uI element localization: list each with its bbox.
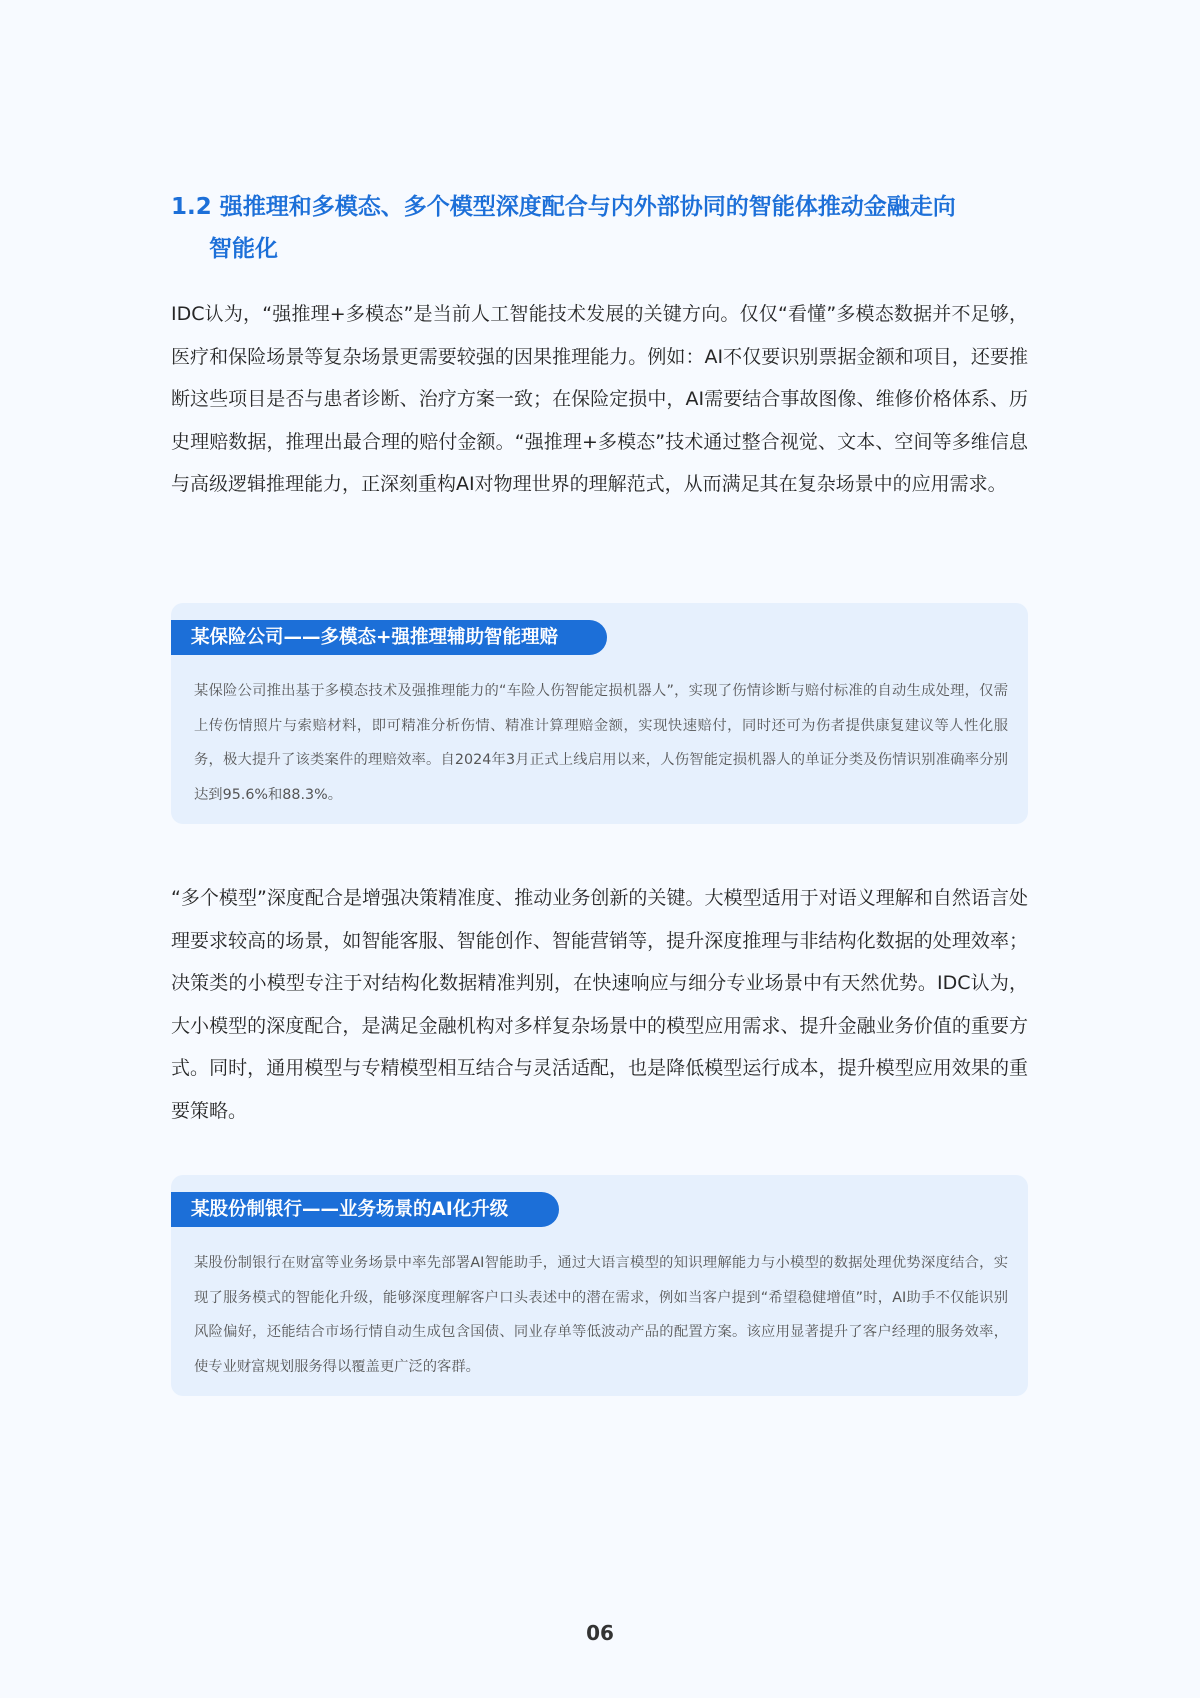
case-label-bank: 某股份制银行——业务场景的AI化升级	[171, 1192, 559, 1227]
section-number: 1.2	[171, 194, 212, 220]
case-box-insurance	[171, 603, 1028, 824]
section-heading	[171, 186, 1028, 270]
case-text-insurance: 某保险公司推出基于多模态技术及强推理能力的“车险人伤智能定损机器人”，实现了伤情诊断与赔付标准的自动生成处理，仅需上传伤情照片与索赔材料，即可精准分析伤情、精准计算理赔金额，实现快速赔付，同时还可为伤者提供康复建议等人性化服务，极大提升了该类案件的理赔效率。自2024年3月正式上线启用以来，人伤智能定损机器人的单证分类及伤情识别准确率分别达到95.6%和88.3%。	[194, 683, 1008, 803]
section-title-line-2: 智能化	[209, 236, 278, 262]
paragraph-multi-model: “多个模型”深度配合是增强决策精准度、推动业务创新的关键。大模型适用于对语义理解和自然语言处理要求较高的场景，如智能客服、智能创作、智能营销等，提升深度推理与非结构化数据的处理效率；决策类的小模型专注于对结构化数据精准判别，在快速响应与细分专业场景中有天然优势。IDC认为，大小模型的深度配合，是满足金融机构对多样复杂场景中的模型应用需求、提升金融业务价值的重要方式。同时，通用模型与专精模型相互结合与灵活适配，也是降低模型运行成本，提升模型应用效果的重要策略。	[171, 887, 1028, 1122]
case-box-bank	[171, 1175, 1028, 1396]
case-text-bank: 某股份制银行在财富等业务场景中率先部署AI智能助手，通过大语言模型的知识理解能力与小模型的数据处理优势深度结合，实现了服务模式的智能化升级，能够深度理解客户口头表述中的潜在需求，例如当客户提到“希望稳健增值”时，AI助手不仅能识别风险偏好，还能结合市场行情自动生成包含国债、同业存单等低波动产品的配置方案。该应用显著提升了客户经理的服务效率，使专业财富规划服务得以覆盖更广泛的客群。	[194, 1255, 1008, 1375]
section-title-text	[171, 194, 1028, 270]
page-number: 06	[586, 1621, 614, 1645]
section-title-line-1: 强推理和多模态、多个模型深度配合与内外部协同的智能体推动金融走向	[219, 194, 956, 220]
paragraph-multimodal-reasoning: IDC认为，“强推理+多模态”是当前人工智能技术发展的关键方向。仅仅“看懂”多模态数据并不足够，医疗和保险场景等复杂场景更需要较强的因果推理能力。例如：AI不仅要识别票据金额和项目，还要推断这些项目是否与患者诊断、治疗方案一致；在保险定损中，AI需要结合事故图像、维修价格体系、历史理赔数据，推理出最合理的赔付金额。“强推理+多模态”技术通过整合视觉、文本、空间等多维信息与高级逻辑推理能力，正深刻重构AI对物理世界的理解范式，从而满足其在复杂场景中的应用需求。	[171, 303, 1028, 495]
case-label-insurance: 某保险公司——多模态+强推理辅助智能理赔	[171, 620, 607, 655]
